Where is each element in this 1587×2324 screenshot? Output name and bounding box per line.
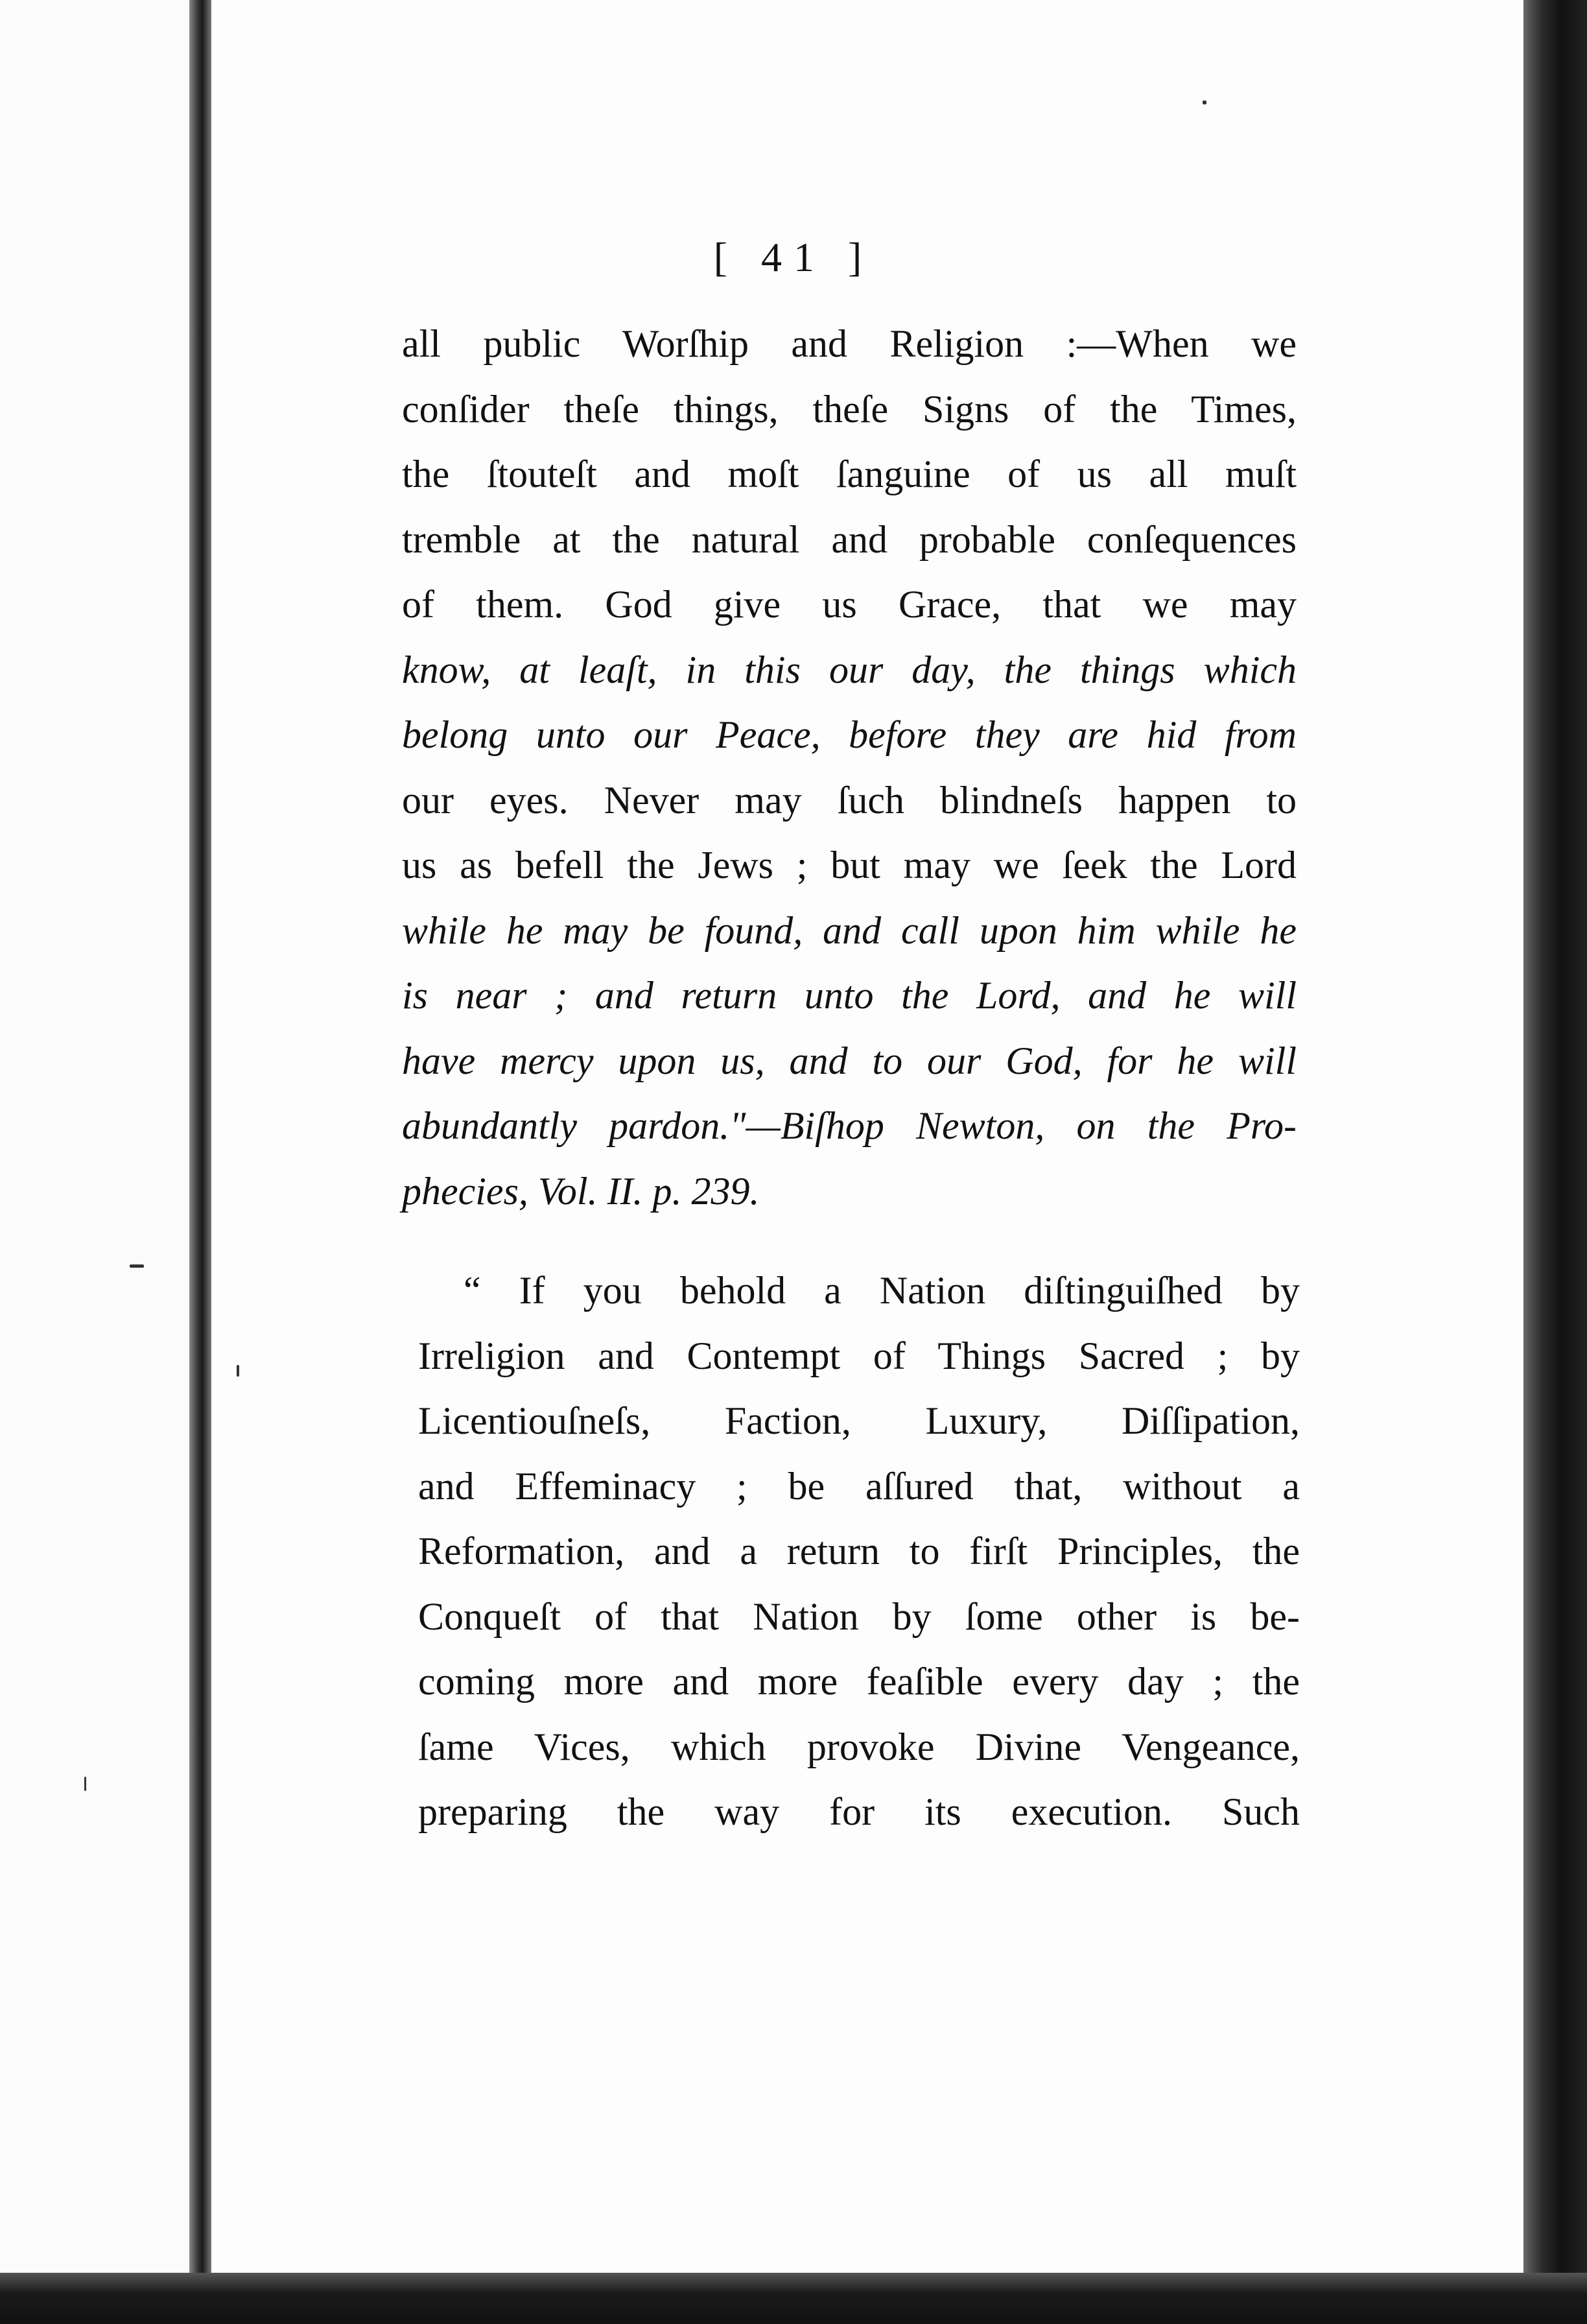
paragraph-1 (402, 311, 1297, 1224)
scan-speck (1203, 101, 1206, 104)
text-line: Reformation, and a return to firſt Principles, the (418, 1530, 1300, 1572)
text-line: preparing the way for its execution. Such (418, 1790, 1300, 1833)
italic-text: while he may be found, and call upon him while he (402, 908, 1297, 952)
text-line: coming more and more feaſible every day ; the (418, 1660, 1300, 1703)
page-edge-bottom (0, 2273, 1587, 2324)
text-line: tremble at the natural and probable conſequences (402, 517, 1297, 561)
text-line: Licentiouſneſs, Faction, Luxury, Diſſipation, (418, 1399, 1300, 1442)
text-line-italic (402, 1093, 1297, 1159)
text-line: Conqueſt of that Nation by ſome other is be- (418, 1595, 1300, 1638)
italic-text: have mercy upon us, and to our God, for he will (402, 1039, 1297, 1082)
text-line-italic (402, 1028, 1297, 1094)
text-line-italic (402, 963, 1297, 1028)
text-line: the ſtouteſt and moſt ſanguine of us all muſt (402, 453, 1297, 495)
italic-text: know, at leaſt, in this our day, the things which (402, 648, 1297, 691)
scan-margin-left (0, 0, 192, 2324)
page-edge-right (1523, 0, 1587, 2324)
text-line: us as befell the Jews ; but may we ſeek the Lord (402, 844, 1297, 886)
text-line: and Effeminacy ; be aſſured that, without a (418, 1464, 1300, 1508)
italic-text: belong unto our Peace, before they are hid from (402, 713, 1297, 756)
italic-text: abundantly pardon."—Biſhop Newton, on the Pro- (402, 1104, 1297, 1147)
text-line: “ If you behold a Nation diſtinguiſhed by (464, 1269, 1300, 1312)
text-line-italic (402, 1159, 1297, 1224)
text-line: all public Worſhip and Religion :—When we (402, 322, 1297, 365)
text-line-italic (402, 702, 1297, 768)
text-line: ſame Vices, which provoke Divine Vengeance, (418, 1725, 1300, 1768)
scan-speck (130, 1264, 144, 1268)
text-line: Irreligion and Contempt of Things Sacred ; by (418, 1334, 1300, 1377)
text-line-italic (402, 637, 1297, 703)
scan-speck (237, 1365, 239, 1377)
paragraph-2 (418, 1258, 1300, 1845)
text-line: of them. God give us Grace, that we may (402, 583, 1297, 626)
italic-text: is near ; and return unto the Lord, and he will (402, 974, 1297, 1017)
book-binding (189, 0, 211, 2324)
text-line-italic (402, 898, 1297, 964)
italic-text: phecies, Vol. II. p. 239. (402, 1169, 760, 1213)
scan-speck (84, 1777, 86, 1791)
text-line: conſider theſe things, theſe Signs of the Times, (402, 387, 1297, 431)
text-line: our eyes. Never may ſuch blindneſs happen to (402, 778, 1297, 822)
page-number-header: [ 41 ] (713, 234, 874, 280)
